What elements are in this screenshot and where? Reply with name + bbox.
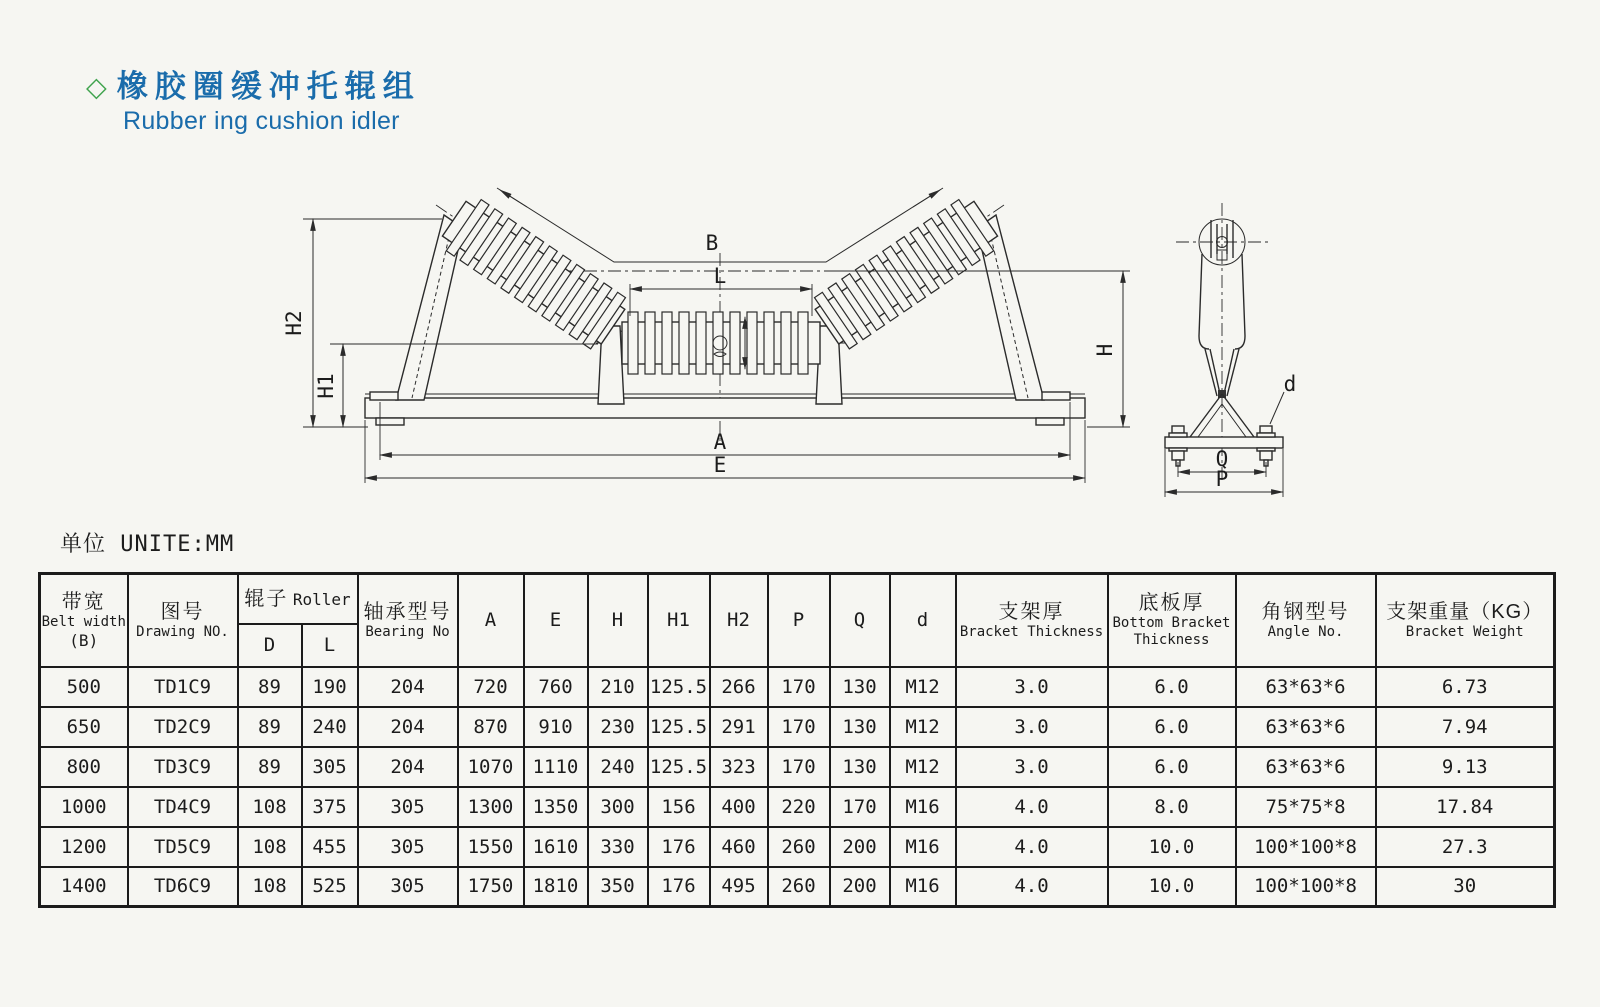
cell: 108	[238, 867, 302, 907]
cell: M12	[890, 747, 956, 787]
cell: 9.13	[1376, 747, 1555, 787]
cell: 6.0	[1108, 667, 1236, 707]
cell: 1070	[458, 747, 524, 787]
cell: 3.0	[956, 667, 1108, 707]
col-bracket-weight: 支架重量（KG） Bracket Weight	[1376, 574, 1555, 667]
cell: 170	[830, 787, 890, 827]
cell: 455	[302, 827, 358, 867]
cell: 170	[768, 707, 830, 747]
col-belt-width: 带宽 Belt width (B)	[40, 574, 128, 667]
cell: 305	[358, 787, 458, 827]
cell: 75*75*8	[1236, 787, 1376, 827]
cell: 8.0	[1108, 787, 1236, 827]
cell: M16	[890, 787, 956, 827]
cell: 400	[710, 787, 768, 827]
cell: 495	[710, 867, 768, 907]
cell: 4.0	[956, 867, 1108, 907]
col-bracket-thickness: 支架厚 Bracket Thickness	[956, 574, 1108, 667]
col-bearing: 轴承型号 Bearing No	[358, 574, 458, 667]
cell: 305	[358, 867, 458, 907]
cell: 10.0	[1108, 827, 1236, 867]
cell: 1810	[524, 867, 588, 907]
cell: 170	[768, 667, 830, 707]
cell: 130	[830, 747, 890, 787]
table-row	[40, 747, 1555, 787]
cell: 204	[358, 747, 458, 787]
cell: 3.0	[956, 707, 1108, 747]
cell: 1000	[40, 787, 128, 827]
unit-note: 单位 UNITE:MM	[60, 532, 235, 557]
side-view	[1165, 203, 1296, 497]
cell: 27.3	[1376, 827, 1555, 867]
cell: 30	[1376, 867, 1555, 907]
cell: 3.0	[956, 747, 1108, 787]
cell: M12	[890, 667, 956, 707]
cell: 650	[40, 707, 128, 747]
cell: 156	[648, 787, 710, 827]
cell: 230	[588, 707, 648, 747]
col-dim-q: Q	[830, 574, 890, 667]
cell: 910	[524, 707, 588, 747]
cell: 500	[40, 667, 128, 707]
table-row	[40, 667, 1555, 707]
table-row	[40, 707, 1555, 747]
cell: 240	[588, 747, 648, 787]
col-dim-e: E	[524, 574, 588, 667]
cell: 1200	[40, 827, 128, 867]
cell: 6.0	[1108, 747, 1236, 787]
col-drawing-no: 图号 Drawing NO.	[128, 574, 238, 667]
col-dim-d: d	[890, 574, 956, 667]
cell: 170	[768, 747, 830, 787]
cell: 176	[648, 827, 710, 867]
cell: 63*63*6	[1236, 707, 1376, 747]
cell: 760	[524, 667, 588, 707]
dim-label-a: A	[713, 430, 727, 454]
cell: 89	[238, 707, 302, 747]
cell: 525	[302, 867, 358, 907]
front-view	[282, 188, 1130, 483]
cell: 6.73	[1376, 667, 1555, 707]
dim-label-h1: H1	[314, 373, 338, 399]
cell: 1550	[458, 827, 524, 867]
cell: 375	[302, 787, 358, 827]
cell: TD3C9	[128, 747, 238, 787]
cell: 1400	[40, 867, 128, 907]
cell: 220	[768, 787, 830, 827]
cell: 330	[588, 827, 648, 867]
cell: 89	[238, 667, 302, 707]
cell: TD1C9	[128, 667, 238, 707]
dim-label-q: Q	[1215, 447, 1229, 471]
cell: 10.0	[1108, 867, 1236, 907]
cell: 130	[830, 707, 890, 747]
cell: M16	[890, 827, 956, 867]
cell: 7.94	[1376, 707, 1555, 747]
cell: 204	[358, 667, 458, 707]
cell: 63*63*6	[1236, 747, 1376, 787]
cell: 305	[302, 747, 358, 787]
cell: 240	[302, 707, 358, 747]
cell: 125.5	[648, 667, 710, 707]
cell: 108	[238, 827, 302, 867]
cell: 800	[40, 747, 128, 787]
cell: 1110	[524, 747, 588, 787]
cell: 204	[358, 707, 458, 747]
dim-label-b: B	[705, 231, 719, 255]
cell: TD2C9	[128, 707, 238, 747]
cell: 1350	[524, 787, 588, 827]
cell: 460	[710, 827, 768, 867]
cell: 100*100*8	[1236, 867, 1376, 907]
col-dim-h2: H2	[710, 574, 768, 667]
col-roller: 辊子 Roller	[238, 574, 358, 624]
col-dim-h: H	[588, 574, 648, 667]
cell: TD4C9	[128, 787, 238, 827]
cell: 260	[768, 867, 830, 907]
table-row	[40, 827, 1555, 867]
cell: 1750	[458, 867, 524, 907]
cell: M12	[890, 707, 956, 747]
cell: TD5C9	[128, 827, 238, 867]
cell: 125.5	[648, 707, 710, 747]
cell: 1610	[524, 827, 588, 867]
cell: 266	[710, 667, 768, 707]
cell: 870	[458, 707, 524, 747]
cell: 210	[588, 667, 648, 707]
cell: 350	[588, 867, 648, 907]
cell: M16	[890, 867, 956, 907]
cell: 63*63*6	[1236, 667, 1376, 707]
dim-label-h: H	[1093, 343, 1117, 357]
cell: 100*100*8	[1236, 827, 1376, 867]
cell: 6.0	[1108, 707, 1236, 747]
cell: 323	[710, 747, 768, 787]
cell: 720	[458, 667, 524, 707]
cell: 4.0	[956, 827, 1108, 867]
cell: 125.5	[648, 747, 710, 787]
dim-label-l: L	[713, 264, 727, 288]
table-row	[40, 867, 1555, 907]
cell: 17.84	[1376, 787, 1555, 827]
diamond-icon: ◇	[86, 71, 107, 102]
col-dim-a: A	[458, 574, 524, 667]
cell: 260	[768, 827, 830, 867]
cell: 200	[830, 827, 890, 867]
col-roller-d: D	[238, 624, 302, 667]
spec-table	[38, 572, 1556, 908]
spec-table-body	[40, 667, 1555, 907]
page-title-en: Rubber ing cushion idler	[123, 107, 400, 136]
page-title-zh: 橡胶圈缓冲托辊组	[116, 69, 421, 104]
dim-label-d: d	[1283, 372, 1297, 396]
cell: TD6C9	[128, 867, 238, 907]
cell: 176	[648, 867, 710, 907]
cell: 4.0	[956, 787, 1108, 827]
spec-table-header	[40, 574, 1555, 667]
dim-label-e: E	[713, 453, 727, 477]
col-angle-no: 角钢型号 Angle No.	[1236, 574, 1376, 667]
cell: 300	[588, 787, 648, 827]
cell: 200	[830, 867, 890, 907]
cell: 130	[830, 667, 890, 707]
cell: 108	[238, 787, 302, 827]
cell: 305	[358, 827, 458, 867]
col-bottom-bracket: 底板厚 Bottom Bracket Thickness	[1108, 574, 1236, 667]
cell: 190	[302, 667, 358, 707]
cell: 89	[238, 747, 302, 787]
dim-label-p: P	[1215, 467, 1229, 491]
table-row	[40, 787, 1555, 827]
col-roller-l: L	[302, 624, 358, 667]
col-dim-p: P	[768, 574, 830, 667]
dim-label-h2: H2	[282, 310, 306, 336]
col-dim-h1: H1	[648, 574, 710, 667]
cell: 1300	[458, 787, 524, 827]
cell: 291	[710, 707, 768, 747]
